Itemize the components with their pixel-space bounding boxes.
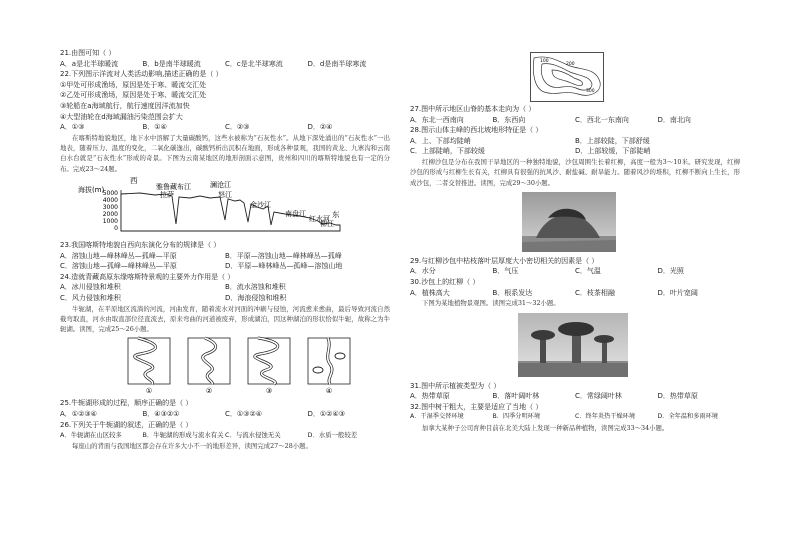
passage-23-24: 在喀斯特地貌地区，地下水中溶解了大量碳酸钙，这些水被称为“石灰性水”。从地下深处涌出的“石灰性水”一出地表，随着压力、温度的变化，二氧化碳逸出，碳酸钙析出沉积在地面，形成各种景观，我国的黄龙、九寨沟和云南白水台就是“石灰性水”形成的奇景。下图为云南某地区的地形剖面示意图，贵州和四川的喀斯特地貌也有一定的分布。完成23～24题。 bbox=[60, 133, 390, 173]
oxbow-panel-4 bbox=[308, 338, 350, 395]
q29-option-c: C．气温 bbox=[575, 267, 601, 276]
q29-options bbox=[410, 266, 740, 277]
passage-29-30: 红柳沙包是分布在我国干旱地区的一种独特地貌，沙包周围生长着红柳，高度一般为3～10米。研究发现，红柳沙包的形成与红柳生长有关，红柳具有很强的抗风沙、耐盐碱、耐旱能力。随着风沙的堆积，红柳不断向上生长，形成沙包，二者交替推进。读图，完成29～30小题。 bbox=[410, 157, 740, 187]
terrain-profile-diagram bbox=[60, 176, 390, 238]
q23-option-d: D．平原—峰林峰丛—孤峰—溶蚀山地 bbox=[225, 262, 343, 271]
q26-option-a: A．牛轭湖在山区较多 bbox=[60, 431, 122, 440]
q26-options bbox=[60, 430, 390, 441]
contour-label-300: 300 bbox=[586, 89, 595, 94]
q28-option-c: C．上部陡峭，下部较缓 bbox=[410, 147, 485, 156]
q24-option-a: A．冰川侵蚀和堆积 bbox=[60, 283, 121, 292]
y-tick-5000: 5000 bbox=[102, 189, 118, 197]
q22-option-b: B．①④ bbox=[142, 123, 167, 132]
q30-option-a: A．植株高大 bbox=[410, 288, 450, 297]
passage-31-32: 下图为某地植物景观图。读图完成31～32小题。 bbox=[422, 299, 560, 308]
q23-option-a: A．溶蚀山地—峰林峰丛—孤峰—平原 bbox=[60, 251, 177, 260]
q25-stem: 25.牛轭湖形成的过程，顺序正确的是（ ） bbox=[60, 399, 193, 408]
label-yarlung-tsangpo: 雅鲁藏布江 bbox=[156, 182, 191, 191]
q27-option-c: C．西北一东南向 bbox=[575, 115, 629, 124]
q25-option-a: A．①②③④ bbox=[60, 409, 97, 418]
q30-option-c: C．枝茶相融 bbox=[575, 288, 615, 297]
q22-stem: 22.下列图示洋流对人类活动影响,描述正确的是（ ） bbox=[60, 70, 223, 79]
q27-option-d: D．南北向 bbox=[657, 115, 691, 124]
label-liujiang: 柳江 bbox=[320, 219, 334, 228]
q31-option-a: A．热带草原 bbox=[410, 392, 450, 401]
q21-options bbox=[60, 59, 390, 70]
sand-mound-image bbox=[522, 192, 616, 252]
q25-options bbox=[60, 409, 390, 420]
oxbow-panel-2 bbox=[188, 338, 230, 395]
oxbow-lake-figure bbox=[60, 336, 390, 396]
q21-stem: 21.由图可知（ ） bbox=[60, 49, 116, 57]
q22-options bbox=[60, 122, 390, 133]
q26-option-c: C．与流水侵蚀无关 bbox=[225, 431, 281, 440]
q30-option-d: D．叶片宽阔 bbox=[657, 288, 698, 297]
q26-stem: 26.下列关于牛轭湖的叙述，正确的是（ ） bbox=[60, 420, 193, 429]
q21-option-c: C．c是北半球寒流 bbox=[225, 59, 283, 68]
q23-stem: 23.我国喀斯特地貌自西向东演化分布的规律是（ ） bbox=[60, 240, 221, 249]
west-label: 西 bbox=[130, 175, 138, 185]
label-nanpan: 南盘江 bbox=[285, 209, 306, 218]
q28-options-row2 bbox=[410, 146, 740, 157]
q24-options-row2 bbox=[60, 293, 390, 304]
label-nujiang: 怒江 bbox=[218, 190, 232, 199]
q21-option-a: A．a是北半球暖流 bbox=[60, 59, 119, 68]
q22-option-c: C．②③ bbox=[225, 123, 250, 132]
q32-option-d: D．全年温和多雨环境 bbox=[657, 413, 718, 421]
q30-options bbox=[410, 288, 740, 299]
sand-mound-photo bbox=[522, 192, 616, 252]
baobab-photo bbox=[518, 313, 628, 377]
q21-option-d: D．d是南半球寒流 bbox=[307, 59, 367, 68]
q32-stem: 32.图中树干粗大，主要是适应了当地（ ） bbox=[410, 402, 543, 411]
baobab-image bbox=[518, 313, 628, 377]
q22-option-a: A．①③ bbox=[60, 123, 85, 132]
q27-option-b: B．东西向 bbox=[492, 115, 526, 124]
label-jinsha: 金沙江 bbox=[250, 200, 271, 209]
contour-map bbox=[530, 52, 604, 102]
q26-option-d: D．水质一般较差 bbox=[307, 431, 358, 440]
right-column bbox=[410, 104, 740, 433]
q31-stem: 31.图中所示植被类型为（ ） bbox=[410, 381, 501, 390]
altitude-label: 海拔(m) bbox=[78, 185, 105, 194]
q29-option-a: A．水分 bbox=[410, 267, 436, 276]
terrain-profile-figure bbox=[60, 176, 390, 238]
contour-map-svg bbox=[530, 52, 604, 102]
panel-label-1: ① bbox=[145, 387, 153, 396]
y-tick-4000: 4000 bbox=[102, 196, 118, 204]
panel-label-2: ② bbox=[205, 387, 213, 396]
q24-options-row1 bbox=[60, 282, 390, 293]
q29-option-d: D．光照 bbox=[657, 267, 684, 276]
q24-option-d: D．海浪侵蚀和堆积 bbox=[225, 293, 287, 302]
q32-option-c: C．终年炎热干燥环境 bbox=[575, 413, 636, 421]
east-label: 东 bbox=[332, 209, 340, 219]
panel-label-3: ③ bbox=[265, 387, 273, 396]
q22-item-2: ②乙处可形成渔场，原因是处于寒、暖流交汇处 bbox=[60, 91, 207, 100]
q31-option-b: B．落叶阔叶林 bbox=[492, 392, 540, 401]
oxbow-panel-3 bbox=[248, 338, 290, 395]
q23-options-row1 bbox=[60, 251, 390, 262]
q28-option-b: B．上部较陡，下部舒缓 bbox=[575, 136, 650, 145]
q29-option-b: B．气压 bbox=[492, 267, 519, 276]
q23-option-b: B．平原—溶蚀山地—峰林峰丛—孤峰 bbox=[225, 251, 342, 260]
q25-option-d: D．①②④③ bbox=[307, 409, 345, 418]
q22-option-d: D．②④ bbox=[307, 123, 333, 132]
q22-item-4: ④大型油轮在d海域漏油污染范围会扩大 bbox=[60, 112, 183, 121]
q27-stem: 27.图中所示地区山脊的基本走向为（ ） bbox=[410, 105, 536, 113]
q30-stem: 30.沙包上的红柳（ ） bbox=[410, 278, 480, 287]
q29-stem: 29.与红柳沙包中枯枝落叶层厚度大小密切相关的因素是（ ） bbox=[410, 256, 599, 265]
q32-options bbox=[410, 412, 740, 423]
q31-option-d: D．热带草原 bbox=[657, 392, 698, 401]
label-lhasa: 拉萨 bbox=[160, 190, 174, 199]
q24-option-c: C．风力侵蚀和堆积 bbox=[60, 293, 121, 302]
passage-27-28: 每座山的背面与我国地区都会存在许多大小不一的地形差异，读图完成27～28小题。 bbox=[72, 441, 312, 450]
q22-item-1: ①甲处可形成渔场，原因是处于寒、暖流交汇处 bbox=[60, 80, 207, 89]
q32-option-b: B．四季分明环境 bbox=[492, 413, 541, 421]
q25-option-b: B．④③②① bbox=[142, 409, 180, 418]
q23-option-c: C．溶蚀山地—孤峰—峰林峰丛—平原 bbox=[60, 262, 177, 271]
q26-option-b: B．牛轭湖的形成与流水有关 bbox=[142, 431, 224, 440]
q22-item-3: ③轮船在a海域航行，航行速度因洋流加快 bbox=[60, 101, 190, 110]
oxbow-lake-diagram bbox=[60, 336, 390, 396]
q28-option-a: A．上、下部均陡峭 bbox=[410, 136, 471, 145]
q27-options bbox=[410, 115, 740, 126]
q28-option-d: D．上部较缓，下部陡峭 bbox=[575, 147, 651, 156]
label-hongshui: 红水河 bbox=[309, 214, 330, 223]
y-tick-1000: 1000 bbox=[102, 217, 118, 225]
q25-option-c: C．①③②④ bbox=[225, 409, 262, 418]
contour-label-200: 200 bbox=[566, 62, 575, 67]
q30-option-b: B．根系发达 bbox=[492, 288, 533, 297]
contour-label-100: 100 bbox=[540, 59, 549, 64]
q32-option-a: A．干湿季交替环境 bbox=[410, 413, 464, 421]
oxbow-panel-1 bbox=[128, 338, 170, 395]
q31-options bbox=[410, 391, 740, 402]
q21-option-b: B．b是南半球暖流 bbox=[142, 59, 201, 68]
label-lancang: 澜沧江 bbox=[210, 180, 231, 189]
q24-option-b: B．流水溶蚀和堆积 bbox=[225, 283, 286, 292]
y-tick-3000: 3000 bbox=[102, 203, 118, 211]
panel-label-4: ④ bbox=[325, 387, 333, 396]
y-tick-2000: 2000 bbox=[102, 210, 118, 218]
q28-options-row1 bbox=[410, 136, 740, 147]
q28-stem: 28.图示山体主峰的西北坡地形特征是（ ） bbox=[410, 126, 543, 135]
q23-options-row2 bbox=[60, 261, 390, 272]
q24-stem: 24.造就青藏高原东缘喀斯特景观的主要外力作用是（ ） bbox=[60, 272, 235, 281]
q27-option-a: A．东北一西南向 bbox=[410, 115, 464, 124]
passage-33-34: 加拿大某种子公司育种目前在北美大陆上发现一种新品种植物，读图完成33～34小题。 bbox=[422, 423, 669, 432]
q31-option-c: C．常绿阔叶林 bbox=[575, 392, 622, 401]
passage-25-26: 牛轭湖，在平原地区流淌的河流，河曲发育，随着流水对河面的冲刷与侵蚀，河流愈来愈曲，最后导致河流自然截弯取直，河水由取直部位径直流去，原来弯曲的河道被废弃，形成湖泊，因这种湖泊的形状恰似牛轭，故称之为牛轭湖。读图，完成25～26小题。 bbox=[60, 304, 390, 334]
left-column bbox=[60, 48, 390, 451]
y-tick-0: 0 bbox=[114, 224, 118, 232]
